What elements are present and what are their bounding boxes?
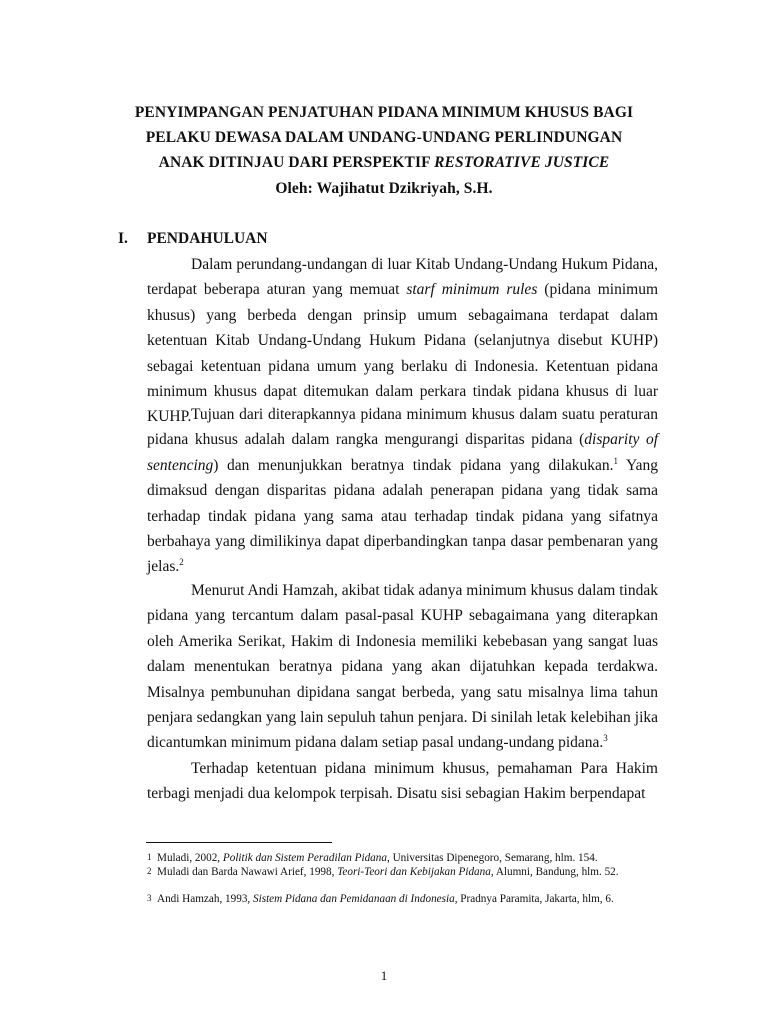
paragraph-1-text-c: (pidana minimum khusus) yang berbeda dengan prinsip umum sebagaimana terdapat dalam ketentuan Kitab Undang-Undang Hukum Pidana (selanjutnya disebut KUHP) sebagai ketentuan pidana umum yang berlaku di Indonesia. Ketentuan pidana minimum khusus dapat ditemukan dalam perkara tindak pidana khusus di luar KUHP. — [147, 281, 659, 426]
paragraph-3 — [147, 578, 658, 756]
footnote-separator — [146, 842, 332, 843]
footnote-2 — [147, 866, 658, 880]
section-heading — [118, 230, 268, 248]
footnote-2-text-b: , Alumni, Bandung, hlm. 52. — [490, 866, 619, 878]
paragraph-1-italic: starf minimum rules — [406, 281, 538, 299]
paragraph-1-text-a: Dalam perundang-undangan di luar Kitab Undang-Undang Hukum Pidana, terdapat beberapa aturan yang memuat — [147, 256, 658, 299]
page-number: 1 — [380, 968, 388, 983]
title-line-3 — [0, 154, 768, 172]
footnote-1-text-b: , Universitas Dipenegoro, Semarang, hlm. 154. — [386, 852, 598, 864]
footnote-3-mark: 3 — [147, 893, 152, 903]
footnote-ref-1[interactable]: 1 — [613, 455, 618, 466]
footnote-1 — [147, 852, 658, 866]
paragraph-2-text-d: Yang dimaksud dengan disparitas pidana adalah penerapan pidana yang tidak sama terhadap tindak pidana yang sama atau terhadap tindak pidana yang sifatnya berbahaya yang dimilikinya dapat diperbandingkan tanpa dasar pembenaran yang jelas. — [147, 456, 658, 576]
paragraph-4-text: Terhadap ketentuan pidana minimum khusus, pemahaman Para Hakim terbagi menjadi dua kelompok terpisah. Disatu sisi sebagian Hakim berpendapat — [147, 760, 658, 803]
paragraph-2-text-a: Tujuan dari diterapkannya pidana minimum khusus dalam suatu peraturan pidana khusus adalah dalam rangka mengurangi disparitas pidana ( — [147, 406, 658, 449]
footnote-1-italic: Politik dan Sistem Peradilan Pidana — [222, 852, 387, 864]
paragraph-2-italic: disparity of sentencing — [147, 431, 658, 474]
paragraph-4 — [147, 756, 658, 807]
footnote-2-italic: Teori-Teori dan Kebijakan Pidana — [337, 866, 491, 878]
author-line: Oleh: Wajihatut Dzikriyah, S.H. — [275, 180, 493, 197]
section-number: I. — [118, 230, 128, 247]
footnote-3-text-a: Andi Hamzah, 1993, — [157, 893, 254, 905]
title-line-2: PELAKU DEWASA DALAM UNDANG-UNDANG PERLINDUNGAN — [145, 129, 623, 146]
footnote-3 — [147, 893, 658, 907]
footnote-ref-3[interactable]: 3 — [603, 733, 608, 744]
footnote-1-mark: 1 — [147, 852, 152, 862]
footnote-1-text-a: Muladi, 2002, — [157, 852, 223, 864]
paragraph-2 — [147, 402, 658, 580]
title-line-3-italic: RESTORATIVE JUSTICE — [434, 154, 610, 171]
footnote-3-italic: Sistem Pidana dan Pemidanaan di Indonesia — [253, 893, 455, 905]
footnote-2-mark: 2 — [147, 866, 152, 876]
paragraph-2-text-c: ) dan menunjukkan beratnya tindak pidana yang dilakukan. — [213, 456, 614, 474]
title-line-1: PENYIMPANGAN PENJATUHAN PIDANA MINIMUM KHUSUS BAGI — [134, 104, 634, 121]
footnote-2-text-a: Muladi dan Barda Nawawi Arief, 1998, — [157, 866, 338, 878]
paragraph-3-text: Menurut Andi Hamzah, akibat tidak adanya minimum khusus dalam tindak pidana yang tercantum dalam pasal-pasal KUHP sebagaimana yang diterapkan oleh Amerika Serikat, Hakim di Indonesia memiliki kebebasan yang sangat luas dalam menentukan beratnya pidana yang akan dijatuhkan kepada terdakwa. Misalnya pembunuhan dipidana sangat berbeda, yang satu misalnya lima tahun penjara sedangkan yang lain sepuluh tahun penjara. Di sinilah letak kelebihan jika dicantumkan minimum pidana dalam setiap pasal undang-undang pidana. — [147, 582, 658, 752]
footnote-3-text-b: , Pradnya Paramita, Jakarta, hlm, 6. — [454, 893, 614, 905]
title-line-3-text: ANAK DITINJAU DARI PERSPEKTIF — [158, 154, 435, 171]
footnote-ref-2[interactable]: 2 — [179, 557, 184, 568]
section-title: PENDAHULUAN — [147, 230, 268, 247]
